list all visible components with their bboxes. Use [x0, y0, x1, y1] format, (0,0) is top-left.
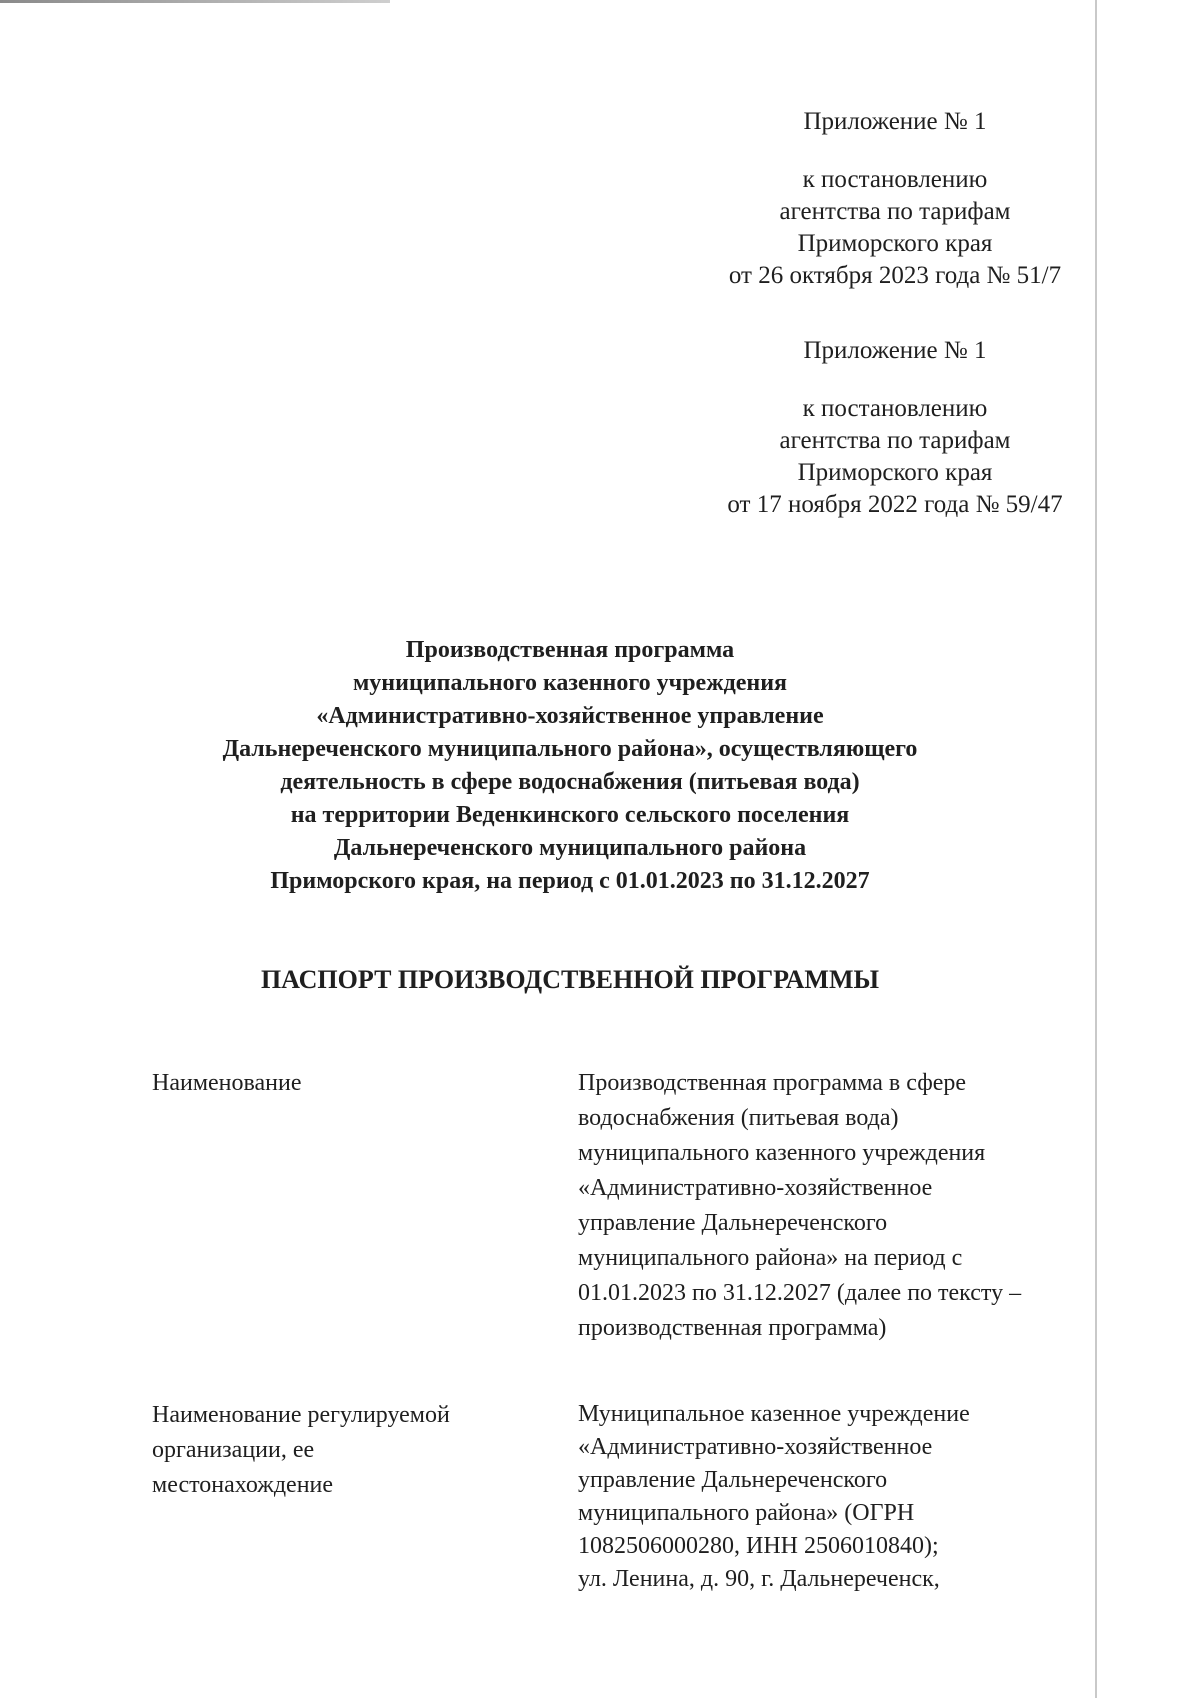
value-line: 01.01.2023 по 31.12.2027 (далее по тексту –	[578, 1280, 1022, 1306]
title-line: Дальнереченского муниципального района	[333, 835, 807, 861]
row-value-name	[578, 1066, 1098, 1346]
value-line: производственная программа)	[578, 1315, 887, 1341]
title-line: на территории Веденкинского сельского поселения	[290, 802, 850, 828]
label-line: Наименование	[152, 1070, 302, 1096]
title-line: «Административно-хозяйственное управление	[316, 703, 824, 729]
appendix-line: от 17 ноября 2022 года № 59/47	[727, 491, 1063, 518]
appendix-line: агентства по тарифам	[779, 427, 1011, 454]
value-line: ул. Ленина, д. 90, г. Дальнереченск,	[578, 1566, 940, 1592]
value-line: Муниципальное казенное учреждение	[578, 1401, 970, 1427]
appendix-line: к постановлению	[802, 166, 988, 193]
value-line: «Административно-хозяйственное	[578, 1175, 933, 1201]
appendix-line: от 26 октября 2023 года № 51/7	[728, 262, 1062, 289]
appendix-line: агентства по тарифам	[779, 198, 1011, 225]
value-line: управление Дальнереченского	[578, 1210, 888, 1236]
title-line: Производственная программа	[405, 637, 735, 663]
appendix-number: Приложение № 1	[803, 337, 987, 364]
title-line: деятельность в сфере водоснабжения (питьевая вода)	[280, 769, 860, 795]
row-label-name	[152, 1066, 552, 1101]
value-line: 1082506000280, ИНН 2506010840);	[578, 1533, 939, 1559]
appendix-line: Приморского края	[797, 230, 993, 257]
label-line: организации, ее	[152, 1437, 315, 1463]
title-line: муниципального казенного учреждения	[352, 670, 788, 696]
value-line: муниципального района» на период с	[578, 1245, 963, 1271]
appendix-line: Приморского края	[797, 459, 993, 486]
title-line: Приморского края, на период с 01.01.2023 по 31.12.2027	[270, 868, 870, 894]
appendix-previous	[700, 335, 1090, 521]
value-line: муниципального казенного учреждения	[578, 1140, 986, 1166]
value-line: Производственная программа в сфере	[578, 1070, 967, 1096]
program-title	[140, 634, 1000, 898]
value-line: водоснабжения (питьевая вода)	[578, 1105, 899, 1131]
value-line: муниципального района» (ОГРН	[578, 1500, 915, 1526]
label-line: местонахождение	[152, 1472, 334, 1498]
value-line: «Административно-хозяйственное	[578, 1434, 933, 1460]
passport-heading: ПАСПОРТ ПРОИЗВОДСТВЕННОЙ ПРОГРАММЫ	[260, 965, 880, 994]
appendix-number: Приложение № 1	[803, 108, 987, 135]
row-value-organization	[578, 1398, 1098, 1596]
appendix-line: к постановлению	[802, 395, 988, 422]
title-line: Дальнереченского муниципального района», осуществляющего	[222, 736, 918, 762]
label-line: Наименование регулируемой	[152, 1402, 450, 1428]
row-label-organization	[152, 1398, 552, 1503]
value-line: управление Дальнереченского	[578, 1467, 888, 1493]
scan-edge-top	[0, 0, 390, 3]
appendix-current	[700, 106, 1090, 292]
